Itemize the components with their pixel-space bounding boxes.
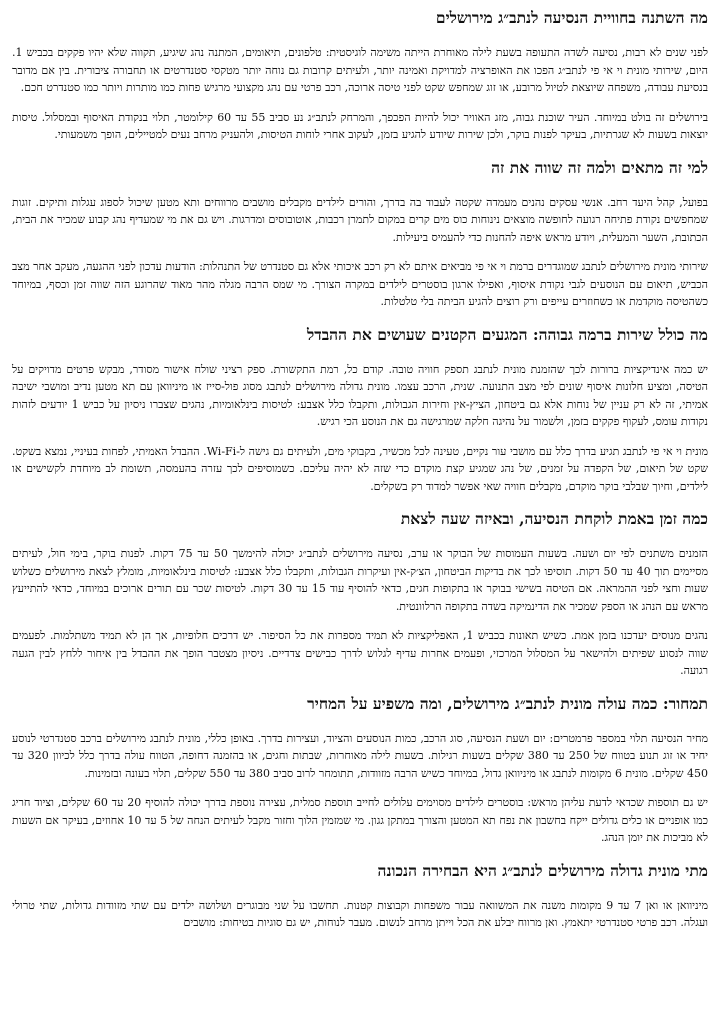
section-paragraph: יש כמה אינדיקציות ברורות לכך שהזמנת מונית לנתבג תספק חוויה טובה. קודם כל, רמת התקשורת. ספק רציני שולח אישור מסודר, מבקש פרטים מדויקים על הטיסה, ומציע חלונות איסוף שונים לפי מצב התנועה. שנית, הרכב עצמו. מונית גדולה מירושלים לנתבג מסוג פול-סייז או מיניוואן עם תא מטען נדיב ומושבי ישיבה אמיתי, זה לא רק עניין של נוחות אלא גם ביטחון, הציץ-אין וחירות הגבולות, ותקבלו כלל אצבע: לטיסות בינלאומיות, נהגים שצברו ניסיון על כביש 1 יודעים לזהות נקודות עומס, לעקוף פקקים בזמן, ולשמור על נהיגה חלקה שמרגישה גם את הנוסע הכי רגיש. (12, 362, 708, 428)
section-heading-pricing: תמחור: כמה עולה מונית לנתב״ג מירושלים, ומה משפיע על המחיר (307, 693, 708, 713)
section-heading-service: מה כולל שירות ברמה גבוהה: המגעים הקטנים שעושים את ההבדל (307, 324, 708, 344)
article-title: מה השתנה בחוויית הנסיעה לנתב״ג מירושלים (435, 8, 708, 27)
intro-paragraph-1: לפני שנים לא רבות, נסיעה לשדה התעופה בשעת לילה מאוחרת הייתה משימה לוגיסטית: טלפונים, תיאומים, המתנה נהג שיגיע, תקווה שלא יהיו פקקים בכביש 1. היום, שירותי מונית וי אי פי לנתב״ג הפכו את האופרציה למדויקת ואמינה יותר, ולעיתים קרובות גם נוחה יותר מטקסי סטנדרטים או תחבורה ציבורית. בין אם מדובר בנסיעת עבודה, משפחה שיוצאת לטיול מרובע, או זוג שמחפש שקט לפני טיסה ארוכה, רכב פרטי עם נהג מקצועי מרגיש פחות כמו מותרות ויותר כמו סטנדרט חכם. (12, 46, 708, 94)
section-paragraph: שירותי מונית מירושלים לנתבג שמוגדרים ברמת וי אי פי מביאים איתם לא רק רכב איכותי אלא גם סטנדרט של התנהלות: הודעות עדכון לפני ההגעה, מעקב אחר מצב הכביש, תיאום עם הנוסעים לגבי נקודת איסוף, ואפילו ארגון בוסטרים לילדים במקרה הצורך. מי שמס הרבה מגלה מהר מאוד שהרוגע הזה שווה זמן וכסף, במיוחד כשהטיסה מוקדמת או כשחוזרים עייפים ורק רוצים להגיע הביתה בלי טלטלות. (12, 260, 708, 308)
section-paragraph: מחיר הנסיעה תלוי במספר פרמטרים: יום ושעת הנסיעה, סוג הרכב, כמות הנוסעים והציוד, ועצירות בדרך. באופן כללי, מונית לנתבג מירושלים ברכב סטנדרטי לנוסע יחיד או זוג תנוע בטווח של 250 עד 380 שקלים בשעות רגילות. בשעות לילה מאוחרות, שבתות וחגים, או בהזמנה דחופה, הטווח עולה בדרך כלל לכיוון 320 עד 450 שקלים. מונית 6 מקומות לנתבג או מיניוואן גדול, במיוחד כשיש הרבה מזוודות, תתומחר לרוב סביב 380 עד 550 שקלים, תלוי בעונה ובזמינות. (12, 731, 708, 780)
intro-paragraph-2: בירושלים זה בולט במיוחד. העיר שוכנת גבוה, מזג האוויר יכול להיות הפכפך, והמרחק לנתב״ג נע סביב 55 עד 60 קילומטר, תלוי בנקודת האיסוף ובמסלול. טיסות יוצאות בשעות לא שגרתיות, בעיקר לפנות בוקר, ולכן שירות שיודע להגיע בזמן, לעקוב אחרי לוחות הטיסות, ולהעניק מרחב נעים למטיילים, הופך משמעותי. (12, 110, 709, 141)
section-paragraph: מיניוואן או ואן 7 עד 9 מקומות משנה את המשוואה עבור משפחות וקבוצות קטנות. תחשבו על שני מבוגרים ושלושה ילדים עם שתי מזוודות גדולות, שתי טרולי ועגלה. רכב פרטי סטנדרטי יתאמץ. ואן מרווח יבלע את הכל וייתן מרחב לנשום. מעבר לנוחות, יש גם סוגיות בטיחות: מושבים (12, 898, 708, 929)
section-paragraph: בפועל, קהל היעד רחב. אנשי עסקים נהנים מעמדה שקטה לעבוד בה בדרך, והורים לילדים מקבלים מושבים מרווחים ותא מטען שיכול לספוג עגלות ותיקים. זוגות שמחפשים נקודת פתיחה רגועה לחופשה מוצאים נינוחות כוס מים קרים במקום לתמרן רכבות, אוטובוסים ומדרגות. ויש גם את מי שמעדיף נהג קבוע שמכיר את הבית, הכתובת, השער והמעלית, ויודע מראש איפה להחנות כדי להעמיס ביעילות. (12, 195, 708, 244)
section-paragraph: יש גם תוספות שכדאי לדעת עליהן מראש: בוסטרים לילדים מסוימים עלולים לחייב תוספת סמלית, עצירה נוספת בדרך יכולה להוסיף 20 עד 60 שקלים, וציוד חריג כמו אופניים או כלים גדולים ייקח בחשבון את נפח תא המטען והצורך במתקן גגון. מי שמזמין הלוך וחזור מקבל לעיתים הנחה של 5 עד 10 אחוזים, בעיקר אם השעות לא מביכות את יומן הנהג. (12, 796, 708, 844)
section-paragraph: נהגים מנוסים יעדכנו בזמן אמת. כשיש תאונות בכביש 1, האפליקציות לא תמיד מספרות את כל הסיפור. יש דרכים חלופיות, אך הן לא תמיד משתלמות. לפעמים שווה לנסוע שפיתים ולהישאר על המסלול המרכזי, ופעמים אחרות עדיף לגלוש לדרך כבישים צדדיים. ניסיון מצטבר הופך את ההבדל בין איחור ללחץ לבין הגעה רגועה. (12, 629, 709, 677)
section-paragraph: מונית וי אי פי לנתבג תגיע בדרך כלל עם מושבי עור נקיים, טעינה לכל מכשיר, בקבוקי מים, ולעיתים גם גישה ל-Wi-Fi. ההבדל האמיתי, לפחות בעיניי, נמצא בשקט. שקט של תיאום, של הקפדה על זמנים, של נהג שמגיע קצת מוקדם כדי שזה לא יהיה עליכם. כשמוסיפים לכך עזרה בהעמסה, תשומת לב מיוחדת לקשישים או לילדים, וחיוך שבלבי בוקר מוקדם, מקבלים חוויה שאי אפשר למדוד רק בשקלים. (12, 444, 708, 493)
section-heading-timing: כמה זמן באמת לוקחת הנסיעה, ובאיזה שעה לצאת (400, 509, 708, 528)
section-heading-large-taxi: מתי מונית גדולה מירושלים לנתב״ג היא הבחירה הנכונה (377, 860, 708, 880)
section-paragraph: הזמנים משתנים לפי יום ושעה. בשעות העמוסות של הבוקר או ערב, נסיעה מירושלים לנתב״ג יכולה להימשך 50 עד 75 דקות. לפנות בוקר, בימי חול, לעיתים מסיימים תוך 40 עד 50 דקות. תוסיפו לכך את בדיקות הביטחון, הצ׳ק-אין ועיקרות הגבולות, ותקבלו כלל אצבע: לטיסות בינלאומיות, מומלץ לצאת מירושלים כשלוש שעות וחצי לפני ההמראה. אם הטיסה בשישי בבוקר או בתקופות חגים, כדאי להוסיף עוד 15 עד 30 דקות. לטיסות שכר עם תורים ארוכים במיוחד, כדאי להתייעץ מראש עם הנהג או הספק שמכיר את הדינמיקה בשדה בתקופה הרלוונטית. (12, 547, 709, 613)
section-heading-audience: למי זה מתאים ולמה זה שווה את זה (491, 157, 708, 177)
